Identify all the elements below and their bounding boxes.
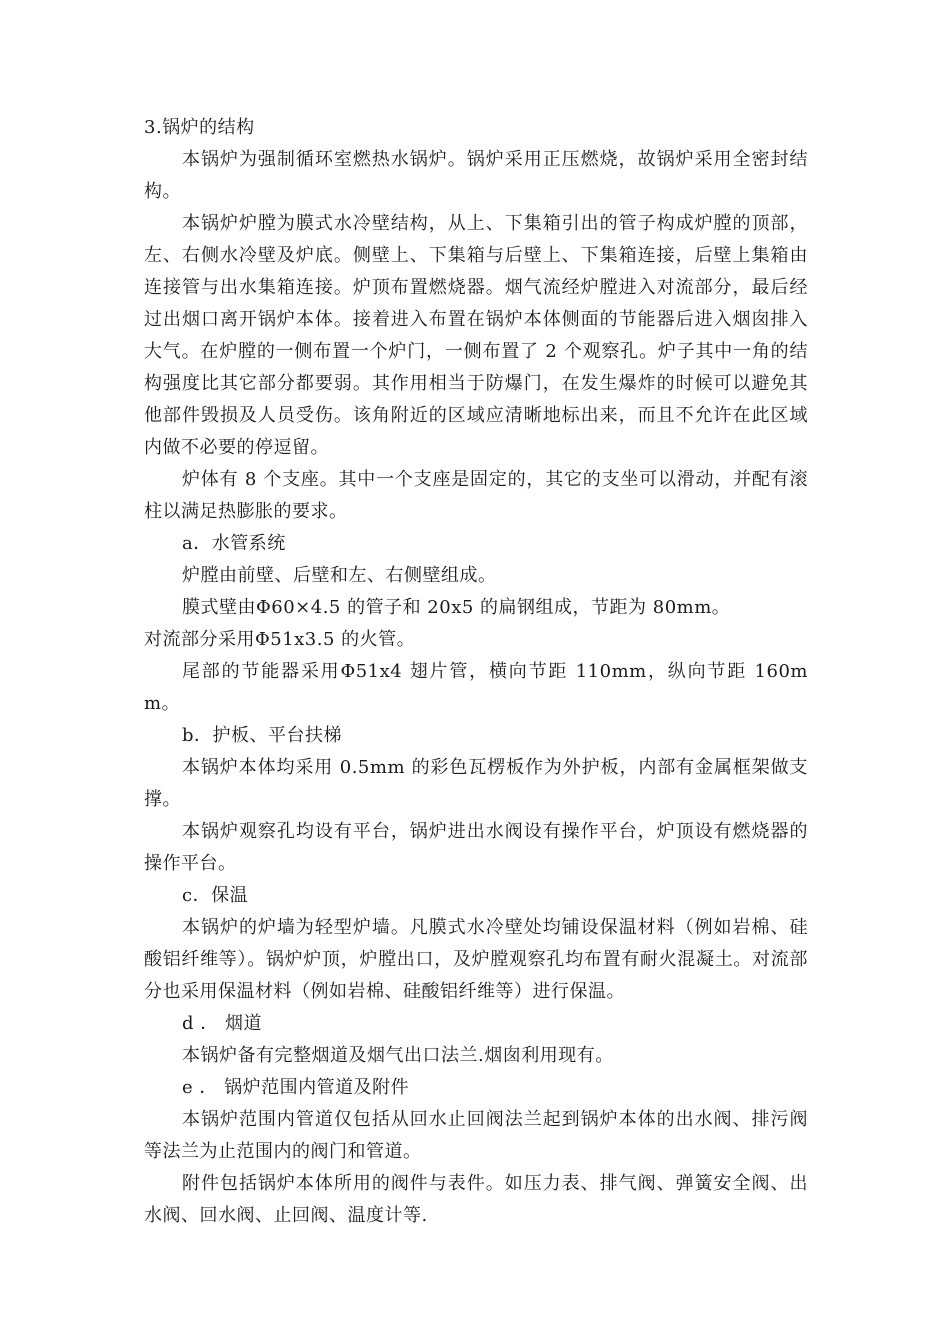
paragraph: 本锅炉范围内管道仅包括从回水止回阀法兰起到锅炉本体的出水阀、排污阀等法兰为止范围内的阀门和管道。	[144, 1109, 808, 1162]
paragraph: 本锅炉的炉墙为轻型炉墙。凡膜式水冷壁处均铺设保温材料（例如岩棉、硅酸铝纤维等）。锅炉炉顶，炉膛出口，及炉膛观察孔均布置有耐火混凝土。对流部分也采用保温材料（例如岩棉、硅酸铝纤维等）进行保温。	[144, 917, 808, 1002]
paragraph-list	[144, 144, 808, 1232]
paragraph: 本锅炉备有完整烟道及烟气出口法兰.烟囱利用现有。	[182, 1045, 614, 1066]
paragraph: 尾部的节能器采用Φ51x4 翅片管，横向节距 110mm，纵向节距 160mm。	[144, 661, 808, 714]
paragraph: 本锅炉炉膛为膜式水冷壁结构，从上、下集箱引出的管子构成炉膛的顶部，左、右侧水冷壁及炉底。侧壁上、下集箱与后壁上、下集箱连接，后壁上集箱由连接管与出水集箱连接。炉顶布置燃烧器。烟气流经炉膛进入对流部分，最后经过出烟口离开锅炉本体。接着进入布置在锅炉本体侧面的节能器后进入烟囱排入大气。在炉膛的一侧布置一个炉门，一侧布置了 2 个观察孔。炉子其中一角的结构强度比其它部分都要弱。其作用相当于防爆门，在发生爆炸的时候可以避免其他部件毁损及人员受伤。该角附近的区域应清晰地标出来，而且不允许在此区域内做不必要的停逗留。	[144, 213, 808, 458]
document-page	[144, 112, 808, 1232]
paragraph: e ． 锅炉范围内管道及附件	[182, 1077, 410, 1098]
paragraph: b．护板、平台扶梯	[182, 725, 343, 746]
paragraph: d ． 烟道	[182, 1013, 262, 1034]
paragraph: 对流部分采用Φ51x3.5 的火管。	[144, 629, 416, 650]
paragraph: 本锅炉本体均采用 0.5mm 的彩色瓦楞板作为外护板，内部有金属框架做支撑。	[144, 757, 808, 810]
paragraph: 本锅炉为强制循环室燃热水锅炉。锅炉采用正压燃烧，故锅炉采用全密封结构。	[144, 149, 808, 202]
paragraph: 炉膛由前壁、后壁和左、右侧壁组成。	[182, 565, 497, 586]
paragraph: 附件包括锅炉本体所用的阀件与表件。如压力表、排气阀、弹簧安全阀、出水阀、回水阀、止回阀、温度计等.	[144, 1173, 808, 1226]
paragraph: a．水管系统	[182, 533, 286, 554]
paragraph: c．保温	[182, 885, 249, 906]
paragraph: 本锅炉观察孔均设有平台，锅炉进出水阀设有操作平台，炉顶设有燃烧器的操作平台。	[144, 821, 808, 874]
paragraph: 膜式壁由Φ60×4.5 的管子和 20x5 的扁钢组成，节距为 80mm。	[182, 597, 731, 618]
paragraph: 炉体有 8 个支座。其中一个支座是固定的，其它的支坐可以滑动，并配有滚柱以满足热膨胀的要求。	[144, 469, 808, 522]
section-heading: 3.锅炉的结构	[144, 117, 255, 138]
